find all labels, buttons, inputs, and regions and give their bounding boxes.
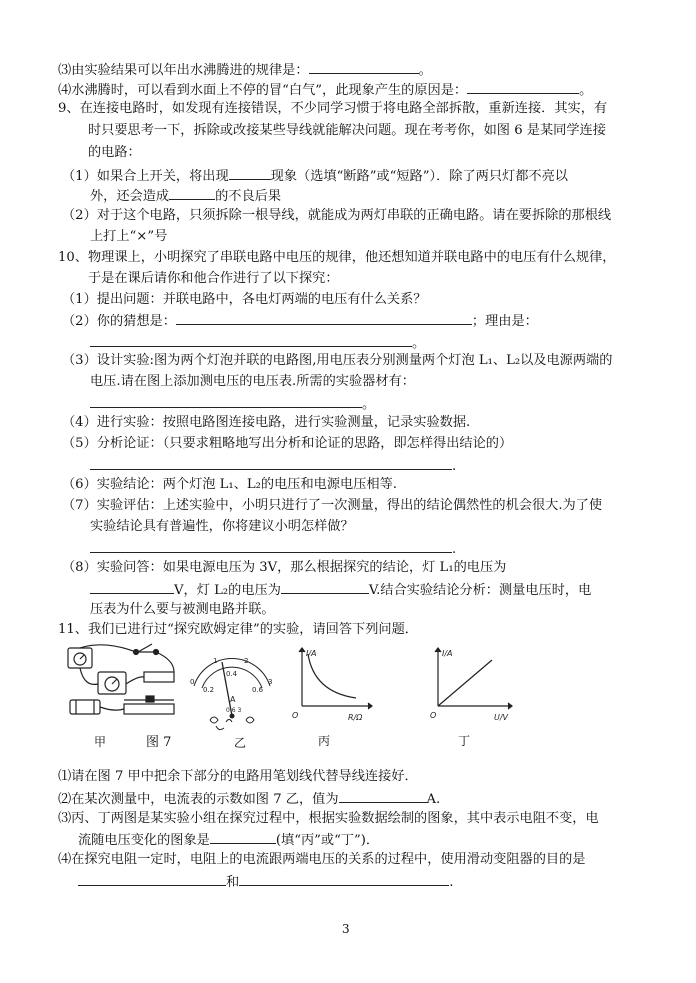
q10-sub-7-blank: . bbox=[90, 539, 456, 559]
graph-bing-ylabel: I/A bbox=[306, 649, 317, 658]
q10-sub-3-blank: 。 bbox=[90, 394, 375, 414]
answer-blank[interactable] bbox=[281, 580, 369, 594]
answer-blank[interactable] bbox=[239, 872, 449, 886]
q10-stem-2: 于是在课后请你和他合作进行了以下探究： bbox=[88, 271, 339, 286]
answer-blank[interactable] bbox=[90, 580, 174, 594]
q11-sub-3: ⑶丙、丁两图是某实验小组在探究过程中，根据实验数据绘制的图象，其中表示电阻不变，电 bbox=[58, 811, 599, 826]
ammeter-unit: A bbox=[230, 695, 236, 704]
q10-sub-6: （6）实验结论：两个灯泡 L₁、L₂的电压和电源电压相等. bbox=[62, 477, 397, 492]
answer-blank[interactable] bbox=[169, 186, 215, 200]
graph-ding-ylabel: I/A bbox=[442, 649, 453, 658]
q9-sub-1-cont: 外，还会造成 的不良后果 bbox=[90, 186, 281, 206]
q10-sub-1: （1）提出问题：并联电路中，各电灯两端的电压有什么关系？ bbox=[62, 292, 427, 307]
ammeter-tick-top: 0 bbox=[190, 678, 195, 686]
ammeter-tick-top: 2 bbox=[244, 657, 249, 665]
q9-stem-2: 时只要思考一下，拆除或改接某些导线就能解决问题。现在考考你，如图 6 是某同学连接 bbox=[88, 123, 606, 138]
q9-stem-1: 9、在连接电路时，如发现有连接错误，不少同学习惯于将电路全部拆散，重新连接．其实，有 bbox=[58, 101, 608, 116]
q10-sub-2: （2）你的猜想是： ；理由是： bbox=[62, 311, 538, 331]
q11-sub-3-cont: 流随电压变化的图象是 (填“丙”或“丁”)． bbox=[78, 830, 379, 850]
answer-blank[interactable] bbox=[467, 80, 579, 94]
ammeter-tick-top: 3 bbox=[268, 678, 273, 686]
answer-blank[interactable] bbox=[90, 539, 452, 553]
q10-sub-8-cont2: 压表为什么要与被测电路并联。 bbox=[90, 602, 275, 617]
q11-sub-4: ⑷在探究电阻一定时，电阻上的电流跟两端电压的关系的过程中，使用滑动变阻器的目的是 bbox=[58, 852, 586, 867]
q8-line-4: ⑷水沸腾时，可以看到水面上不停的冒“白气”，此现象产生的原因是： 。 bbox=[58, 80, 592, 100]
answer-blank[interactable] bbox=[90, 456, 452, 470]
page-number: 3 bbox=[342, 922, 350, 936]
figure-jia-circuit[interactable] bbox=[64, 642, 184, 728]
q9-sub-2: （2）对于这个电路，只须拆除一根导线，就能成为两灯串联的正确电路。请在要拆除的那根线 bbox=[62, 208, 612, 223]
answer-blank[interactable] bbox=[90, 394, 362, 408]
figure-yi-label: 乙 bbox=[234, 736, 247, 750]
figure-bing-label: 丙 bbox=[318, 734, 331, 748]
q10-sub-7-cont: 实验结论具有普遍性，你将建议小明怎样做？ bbox=[90, 519, 354, 534]
answer-blank[interactable] bbox=[78, 872, 226, 886]
ammeter-tick-top: 1 bbox=[213, 657, 218, 665]
answer-blank[interactable] bbox=[90, 333, 412, 347]
q10-sub-2-cont: 。 bbox=[90, 333, 425, 353]
graph-bing-origin: O bbox=[292, 711, 299, 720]
ammeter-tick-inner: 0.4 bbox=[226, 670, 238, 678]
q11-sub-1: ⑴请在图 7 甲中把余下部分的电路用笔划线代替导线连接好． bbox=[58, 769, 418, 784]
q10-sub-3-cont: 电压.请在图上添加测电压的电压表.所需的实验器材有： bbox=[90, 374, 415, 389]
ammeter-terminals: 0.6 3 bbox=[226, 707, 242, 714]
q8-line-3: ⑶由实验结果可以年出水沸腾进的规律是： 。 bbox=[58, 60, 432, 80]
answer-blank[interactable] bbox=[210, 830, 276, 844]
figure-ding-label: 丁 bbox=[458, 734, 471, 748]
answer-blank[interactable] bbox=[176, 311, 472, 325]
q11-stem: 11、我们已进行过“探究欧姆定律”的实验，请回答下列问题． bbox=[58, 622, 418, 637]
q10-sub-5: （5）分析论证：（只要求粗略地写出分析和论证的思路，即怎样得出结论的） bbox=[62, 436, 513, 451]
figure-ding-graph bbox=[428, 644, 518, 724]
q10-stem-1: 10、物理课上，小明探究了串联电路中电压的规律，他还想知道并联电路中的电压有什么规律， bbox=[58, 250, 616, 265]
ammeter-tick-inner: 0.2 bbox=[203, 686, 215, 694]
q10-sub-8-cont: V，灯 L₂的电压为 V.结合实验结论分析：测量电压时，电 bbox=[90, 580, 591, 600]
q10-sub-7: （7）实验评估：上述实验中，小明只进行了一次测量，得出的结论偶然性的机会很大.为了使 bbox=[62, 498, 603, 513]
q9-sub-1: （1）如果合上开关，将出现 现象（选填“断路”或“短路”）．除了两只灯都不亮以 bbox=[62, 166, 568, 186]
q9-stem-3: 的电路： bbox=[88, 145, 141, 160]
q10-sub-4: （4）进行实验：按照电路图连接电路，进行实验测量，记录实验数据. bbox=[62, 415, 471, 430]
answer-blank[interactable] bbox=[229, 166, 271, 180]
q11-sub-4-cont: 和 . bbox=[78, 872, 453, 892]
q10-sub-5-blank: . bbox=[90, 456, 456, 476]
figure-yi-ammeter bbox=[186, 646, 278, 736]
q10-sub-3: （3）设计实验:图为两个灯泡并联的电路图,用电压表分别测量两个灯泡 L₁、L₂以及电源两端的 bbox=[62, 353, 613, 368]
q9-sub-2-cont: 上打上“×”号 bbox=[90, 229, 168, 244]
figure-bing-graph bbox=[290, 644, 376, 724]
graph-ding-xlabel: U/V bbox=[494, 713, 509, 722]
ammeter-tick-inner: 0.6 bbox=[252, 686, 264, 694]
answer-blank[interactable] bbox=[309, 60, 419, 74]
figure-caption: 图 7 bbox=[146, 735, 172, 750]
q11-sub-2: ⑵在某次测量中，电流表的示数如图 7 乙，值为 A. bbox=[58, 789, 440, 809]
graph-bing-xlabel: R/Ω bbox=[348, 713, 363, 722]
q10-sub-8: （8）实验问答：如果电源电压为 3V，那么根据探究的结论，灯 L₁的电压为 bbox=[62, 560, 507, 575]
figure-jia-label: 甲 bbox=[94, 735, 107, 749]
graph-ding-origin: O bbox=[430, 711, 437, 720]
answer-blank[interactable] bbox=[339, 789, 427, 803]
